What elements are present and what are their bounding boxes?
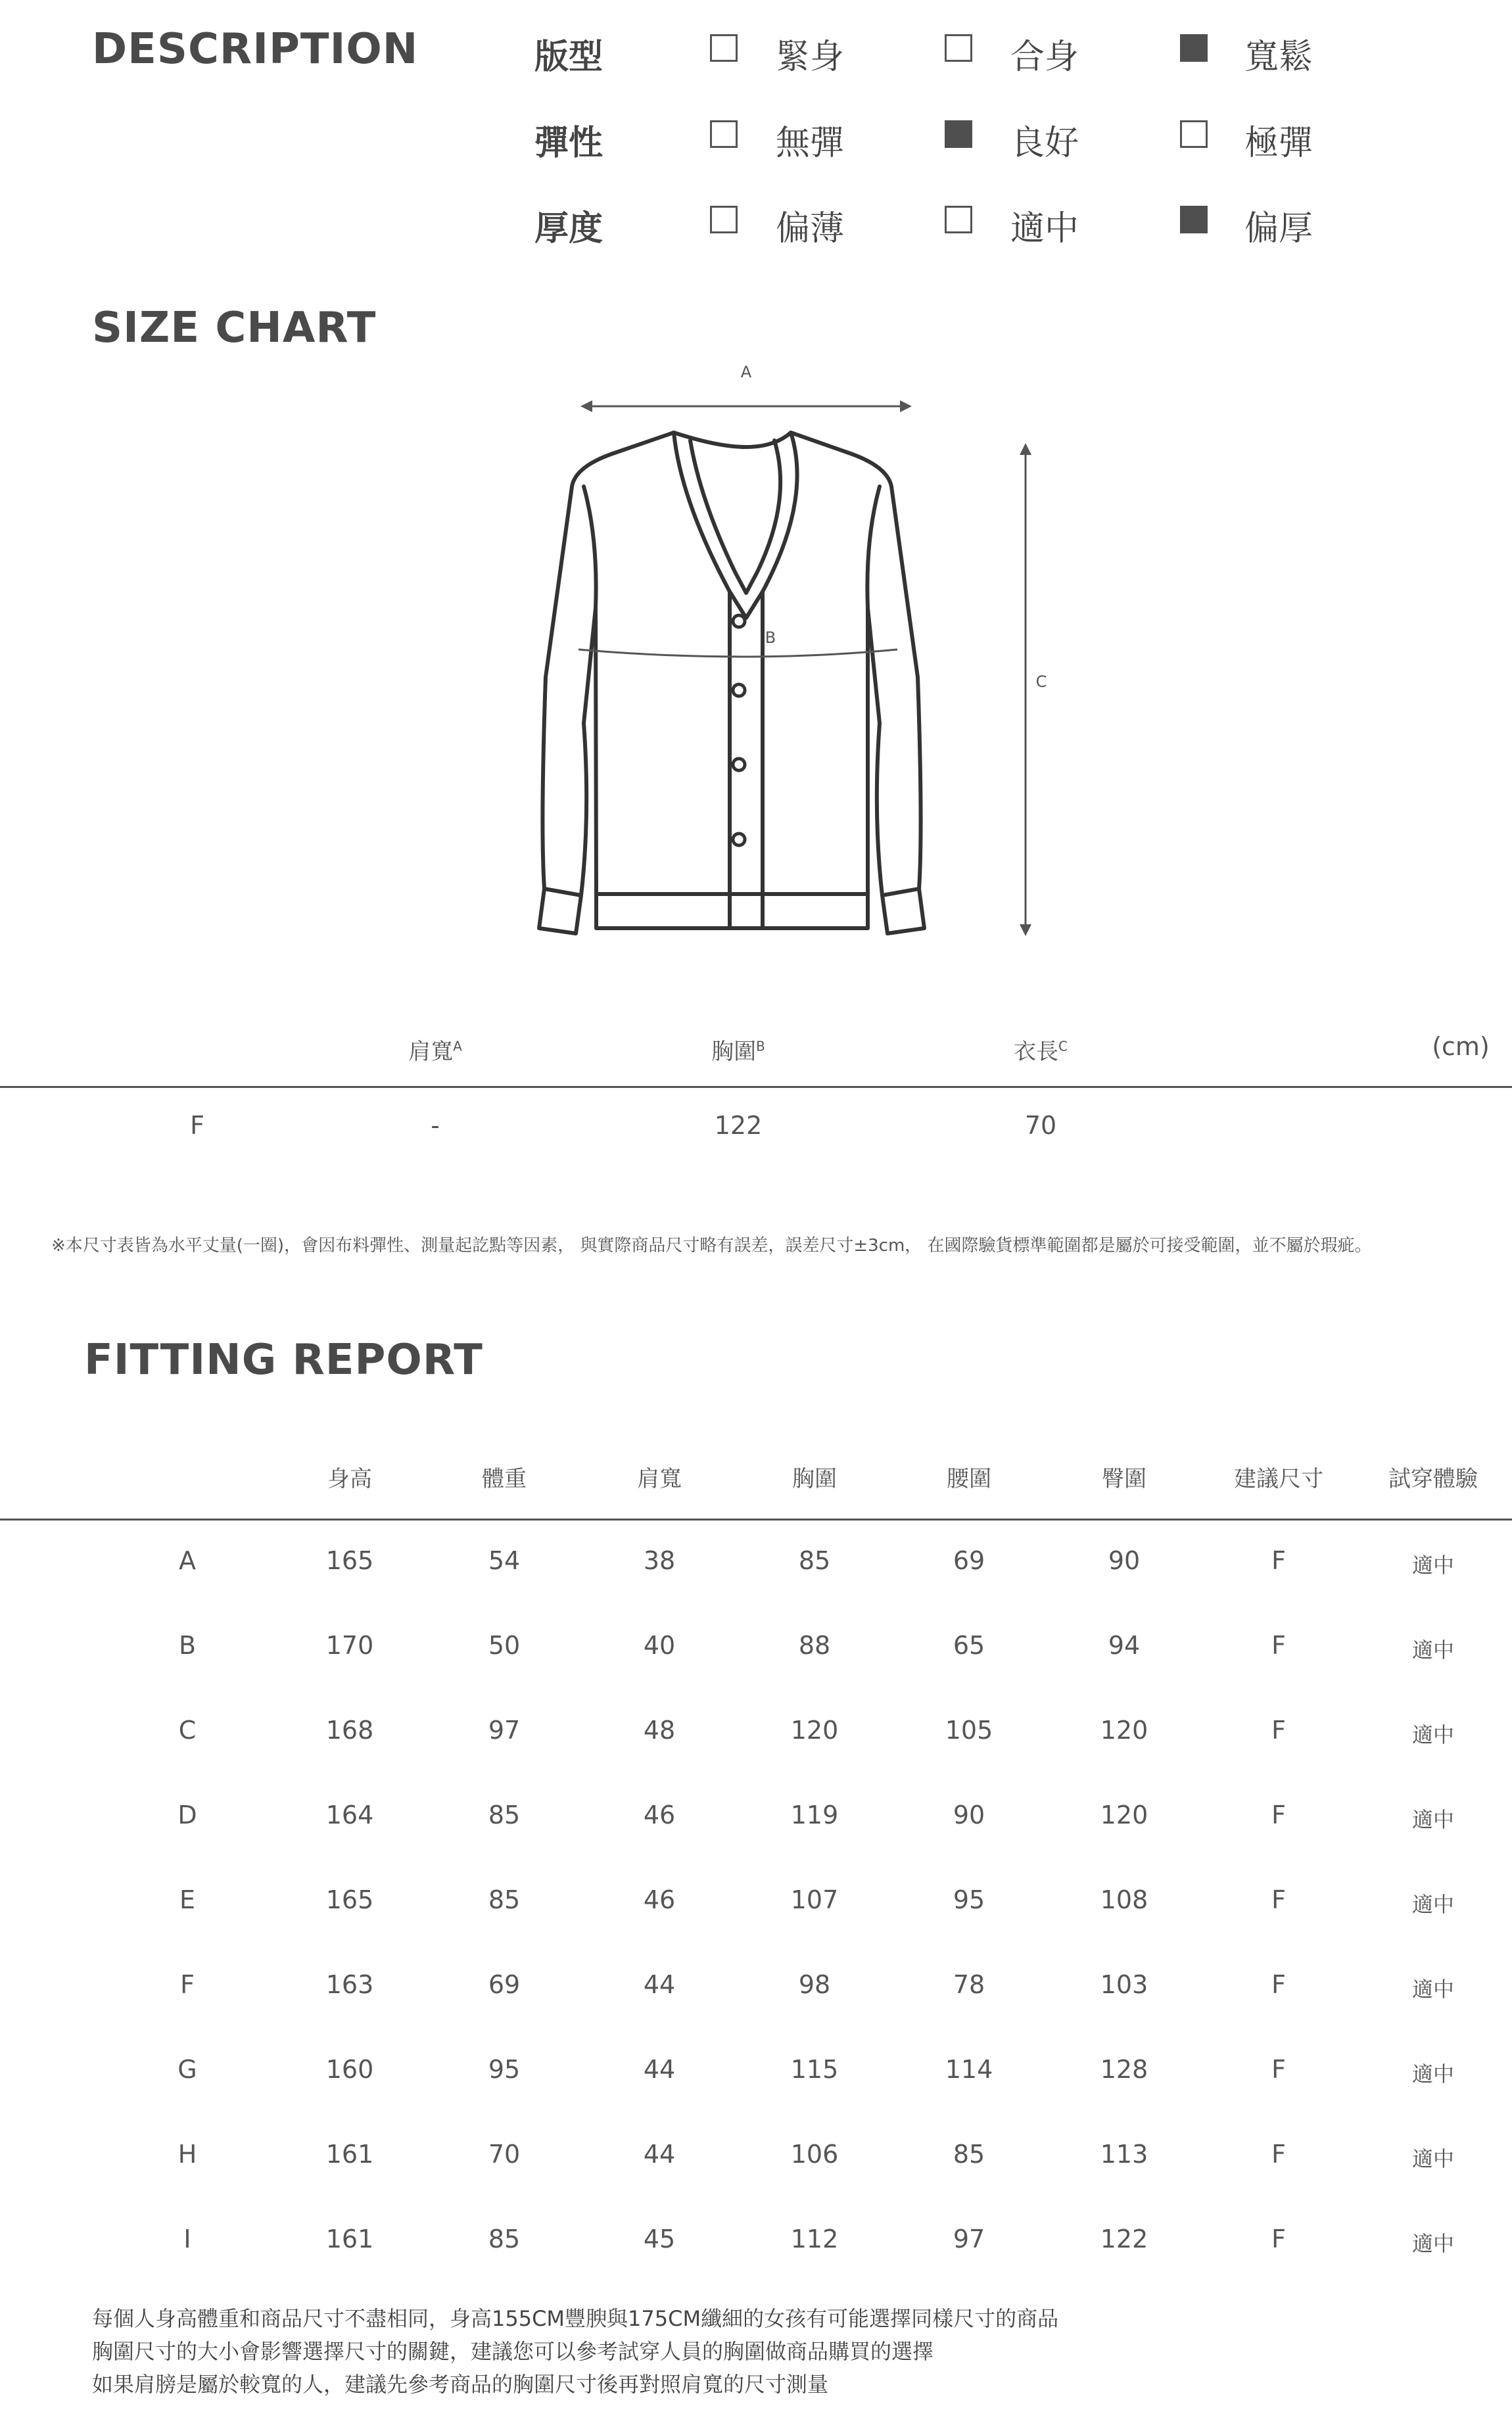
- fitting-cell: 108: [1100, 1885, 1148, 1914]
- fitting-cell: 適中: [1411, 1892, 1455, 1917]
- fitting-cell: 97: [953, 2225, 985, 2253]
- size-column-header-marker: B: [756, 1038, 765, 1054]
- cardigan-outline: [539, 433, 924, 933]
- description-row-label: 彈性: [534, 124, 603, 163]
- fitting-cell: F: [1271, 1885, 1286, 1914]
- fitting-cell: 48: [643, 1716, 676, 1745]
- cardigan-diagram: [460, 355, 1052, 947]
- fitting-cell: 120: [1100, 1801, 1148, 1829]
- fitting-cell: 45: [643, 2225, 676, 2253]
- size-chart-title: SIZE CHART: [92, 304, 377, 352]
- dimension-a-label: A: [740, 363, 752, 381]
- fitting-cell: 95: [953, 1885, 985, 1914]
- unchecked-box-icon: [945, 34, 972, 62]
- fitting-cell: 85: [953, 2140, 985, 2169]
- fitting-column-header: 胸圍: [792, 1466, 837, 1492]
- fitting-cell: 46: [643, 1801, 676, 1829]
- description-row-label: 厚度: [534, 209, 603, 248]
- fitting-cell: 106: [790, 2140, 839, 2169]
- fitting-cell: 50: [488, 1631, 521, 1660]
- fitting-cell: 適中: [1411, 1553, 1455, 1578]
- fitting-column-header: 體重: [482, 1466, 527, 1492]
- footer-note-line: 胸圍尺寸的大小會影響選擇尺寸的關鍵，建議您可以參考試穿人員的胸圍做商品購買的選擇: [92, 2339, 934, 2364]
- unchecked-box-icon: [1180, 120, 1208, 148]
- size-column-header-text: 衣長: [1014, 1039, 1059, 1065]
- fitting-cell: 97: [488, 1716, 521, 1745]
- fitting-cell: 168: [325, 1716, 374, 1745]
- fitting-cell: F: [1271, 2055, 1286, 2084]
- description-option-label: 緊身: [776, 37, 845, 77]
- dimension-b-line: [579, 649, 897, 657]
- size-table-divider: [0, 1086, 1512, 1088]
- description-option-label: 合身: [1010, 37, 1079, 77]
- fitting-row-id: F: [180, 1970, 195, 1999]
- fitting-cell: 120: [1100, 1716, 1148, 1745]
- fitting-cell: 120: [790, 1716, 839, 1745]
- fitting-cell: 170: [325, 1631, 374, 1660]
- fitting-cell: 85: [488, 2225, 521, 2253]
- fitting-cell: 95: [488, 2055, 521, 2084]
- fitting-cell: 105: [945, 1716, 993, 1745]
- description-option-label: 寬鬆: [1244, 37, 1313, 77]
- fitting-column-header: 建議尺寸: [1234, 1466, 1323, 1492]
- size-column-header-marker: C: [1058, 1038, 1068, 1054]
- fitting-cell: 46: [643, 1885, 676, 1914]
- checked-box-icon: [945, 120, 972, 148]
- fitting-cell: 112: [790, 2225, 839, 2253]
- fitting-cell: 適中: [1411, 2231, 1455, 2256]
- fitting-cell: 98: [798, 1970, 831, 1999]
- fitting-cell: 164: [325, 1801, 374, 1829]
- fitting-cell: 90: [953, 1801, 985, 1829]
- description-option-label: 無彈: [776, 124, 845, 163]
- fitting-cell: 85: [488, 1885, 521, 1914]
- size-column-header: [711, 1033, 765, 1066]
- fitting-cell: 44: [643, 2055, 676, 2084]
- fitting-row-id: H: [177, 2140, 197, 2169]
- fitting-cell: F: [1271, 1716, 1286, 1745]
- dimension-b-label: B: [765, 628, 776, 647]
- fitting-cell: 119: [790, 1801, 839, 1829]
- fitting-cell: 適中: [1411, 1977, 1455, 2002]
- fitting-cell: 38: [643, 1546, 676, 1575]
- unchecked-box-icon: [710, 120, 738, 148]
- fitting-cell: 69: [953, 1546, 985, 1575]
- checked-box-icon: [1180, 206, 1208, 233]
- fitting-cell: 94: [1108, 1631, 1141, 1660]
- size-note: ※本尺寸表皆為水平丈量(一圈)，會因布料彈性、測量起訖點等因素， 與實際商品尺寸略有誤差，誤差尺寸±3cm， 在國際驗貨標準範圍都是屬於可接受範圍，並不屬於瑕疵。: [51, 1236, 1372, 1256]
- fitting-cell: 適中: [1411, 1807, 1455, 1832]
- checked-box-icon: [1180, 34, 1208, 62]
- button-icon: [733, 684, 745, 696]
- button-icon: [733, 834, 745, 845]
- fitting-cell: 165: [325, 1546, 374, 1575]
- fitting-cell: 44: [643, 1970, 676, 1999]
- size-row-label: F: [190, 1111, 204, 1140]
- fitting-cell: 適中: [1411, 1638, 1455, 1663]
- fitting-cell: 107: [790, 1885, 839, 1914]
- fitting-row-id: D: [177, 1801, 197, 1829]
- fitting-cell: F: [1271, 2140, 1286, 2169]
- fitting-cell: 165: [325, 1885, 374, 1914]
- button-icon: [733, 759, 745, 770]
- fitting-cell: 69: [488, 1970, 521, 1999]
- fitting-cell: 40: [643, 1631, 676, 1660]
- fitting-cell: 54: [488, 1546, 521, 1575]
- fitting-cell: 78: [953, 1970, 985, 1999]
- fitting-column-header: 試穿體驗: [1388, 1466, 1478, 1492]
- dimension-c-label: C: [1035, 672, 1047, 691]
- fitting-cell: F: [1271, 1546, 1286, 1575]
- fitting-column-header: 肩寬: [637, 1466, 682, 1492]
- fitting-cell: F: [1271, 2225, 1286, 2253]
- size-column-header: [408, 1033, 462, 1066]
- fitting-cell: F: [1271, 1631, 1286, 1660]
- fitting-cell: 114: [945, 2055, 993, 2084]
- fitting-cell: 90: [1108, 1546, 1141, 1575]
- size-column-header-marker: A: [453, 1038, 462, 1054]
- description-option-label: 極彈: [1244, 124, 1313, 163]
- buttons: [733, 615, 745, 845]
- fitting-cell: 44: [643, 2140, 676, 2169]
- fitting-cell: 85: [488, 1801, 521, 1829]
- unchecked-box-icon: [945, 206, 972, 233]
- size-cell: 122: [714, 1111, 763, 1140]
- fitting-cell: 適中: [1411, 1722, 1455, 1747]
- description-option-label: 偏薄: [776, 209, 845, 248]
- fitting-cell: F: [1271, 1970, 1286, 1999]
- description-row-label: 版型: [534, 37, 603, 77]
- fitting-cell: 85: [798, 1546, 831, 1575]
- fitting-column-header: 腰圍: [947, 1466, 991, 1492]
- fitting-cell: 適中: [1411, 2062, 1455, 2087]
- fitting-cell: 163: [325, 1970, 374, 1999]
- size-column-header-text: 肩寬: [408, 1039, 454, 1065]
- fitting-row-id: A: [179, 1546, 196, 1575]
- fitting-row-id: E: [179, 1885, 196, 1914]
- footer-note-line: 每個人身高體重和商品尺寸不盡相同，身高155CM豐腴與175CM纖細的女孩有可能選擇同樣尺寸的商品: [92, 2306, 1059, 2331]
- fitting-column-header: 身高: [327, 1466, 372, 1492]
- fitting-cell: 65: [953, 1631, 985, 1660]
- fitting-row-id: B: [178, 1631, 197, 1660]
- description-option-label: 適中: [1010, 209, 1079, 248]
- footer-note-line: 如果肩膀是屬於較寬的人，建議先參考商品的胸圍尺寸後再對照肩寬的尺寸測量: [92, 2372, 829, 2397]
- footer-notes: [92, 2302, 1058, 2401]
- size-cell: 70: [1024, 1111, 1057, 1140]
- button-icon: [733, 615, 745, 627]
- size-column-header: [1014, 1033, 1068, 1066]
- fitting-cell: 103: [1100, 1970, 1148, 1999]
- description-option-label: 偏厚: [1244, 209, 1313, 248]
- fitting-cell: 161: [325, 2225, 374, 2253]
- fitting-cell: 113: [1100, 2140, 1148, 2169]
- unchecked-box-icon: [710, 206, 738, 233]
- fitting-cell: 115: [790, 2055, 839, 2084]
- unit-label: (cm): [1432, 1032, 1490, 1061]
- size-column-header-text: 胸圍: [711, 1039, 757, 1065]
- fitting-report-title: FITTING REPORT: [84, 1336, 483, 1384]
- fitting-cell: 161: [325, 2140, 374, 2169]
- description-option-label: 良好: [1010, 124, 1079, 163]
- size-cell: -: [431, 1111, 440, 1140]
- fitting-cell: 適中: [1411, 2146, 1455, 2171]
- fitting-row-id: I: [183, 2225, 191, 2253]
- fitting-cell: F: [1271, 1801, 1286, 1829]
- fitting-row-id: G: [177, 2055, 197, 2084]
- unchecked-box-icon: [710, 34, 738, 62]
- fitting-cell: 160: [325, 2055, 374, 2084]
- fitting-cell: 122: [1100, 2225, 1148, 2253]
- fitting-table-divider: [0, 1519, 1512, 1521]
- fitting-row-id: C: [178, 1716, 197, 1745]
- fitting-cell: 88: [798, 1631, 831, 1660]
- fitting-column-header: 臀圍: [1102, 1466, 1146, 1492]
- fitting-cell: 70: [488, 2140, 521, 2169]
- description-title: DESCRIPTION: [92, 25, 419, 74]
- fitting-cell: 128: [1100, 2055, 1148, 2084]
